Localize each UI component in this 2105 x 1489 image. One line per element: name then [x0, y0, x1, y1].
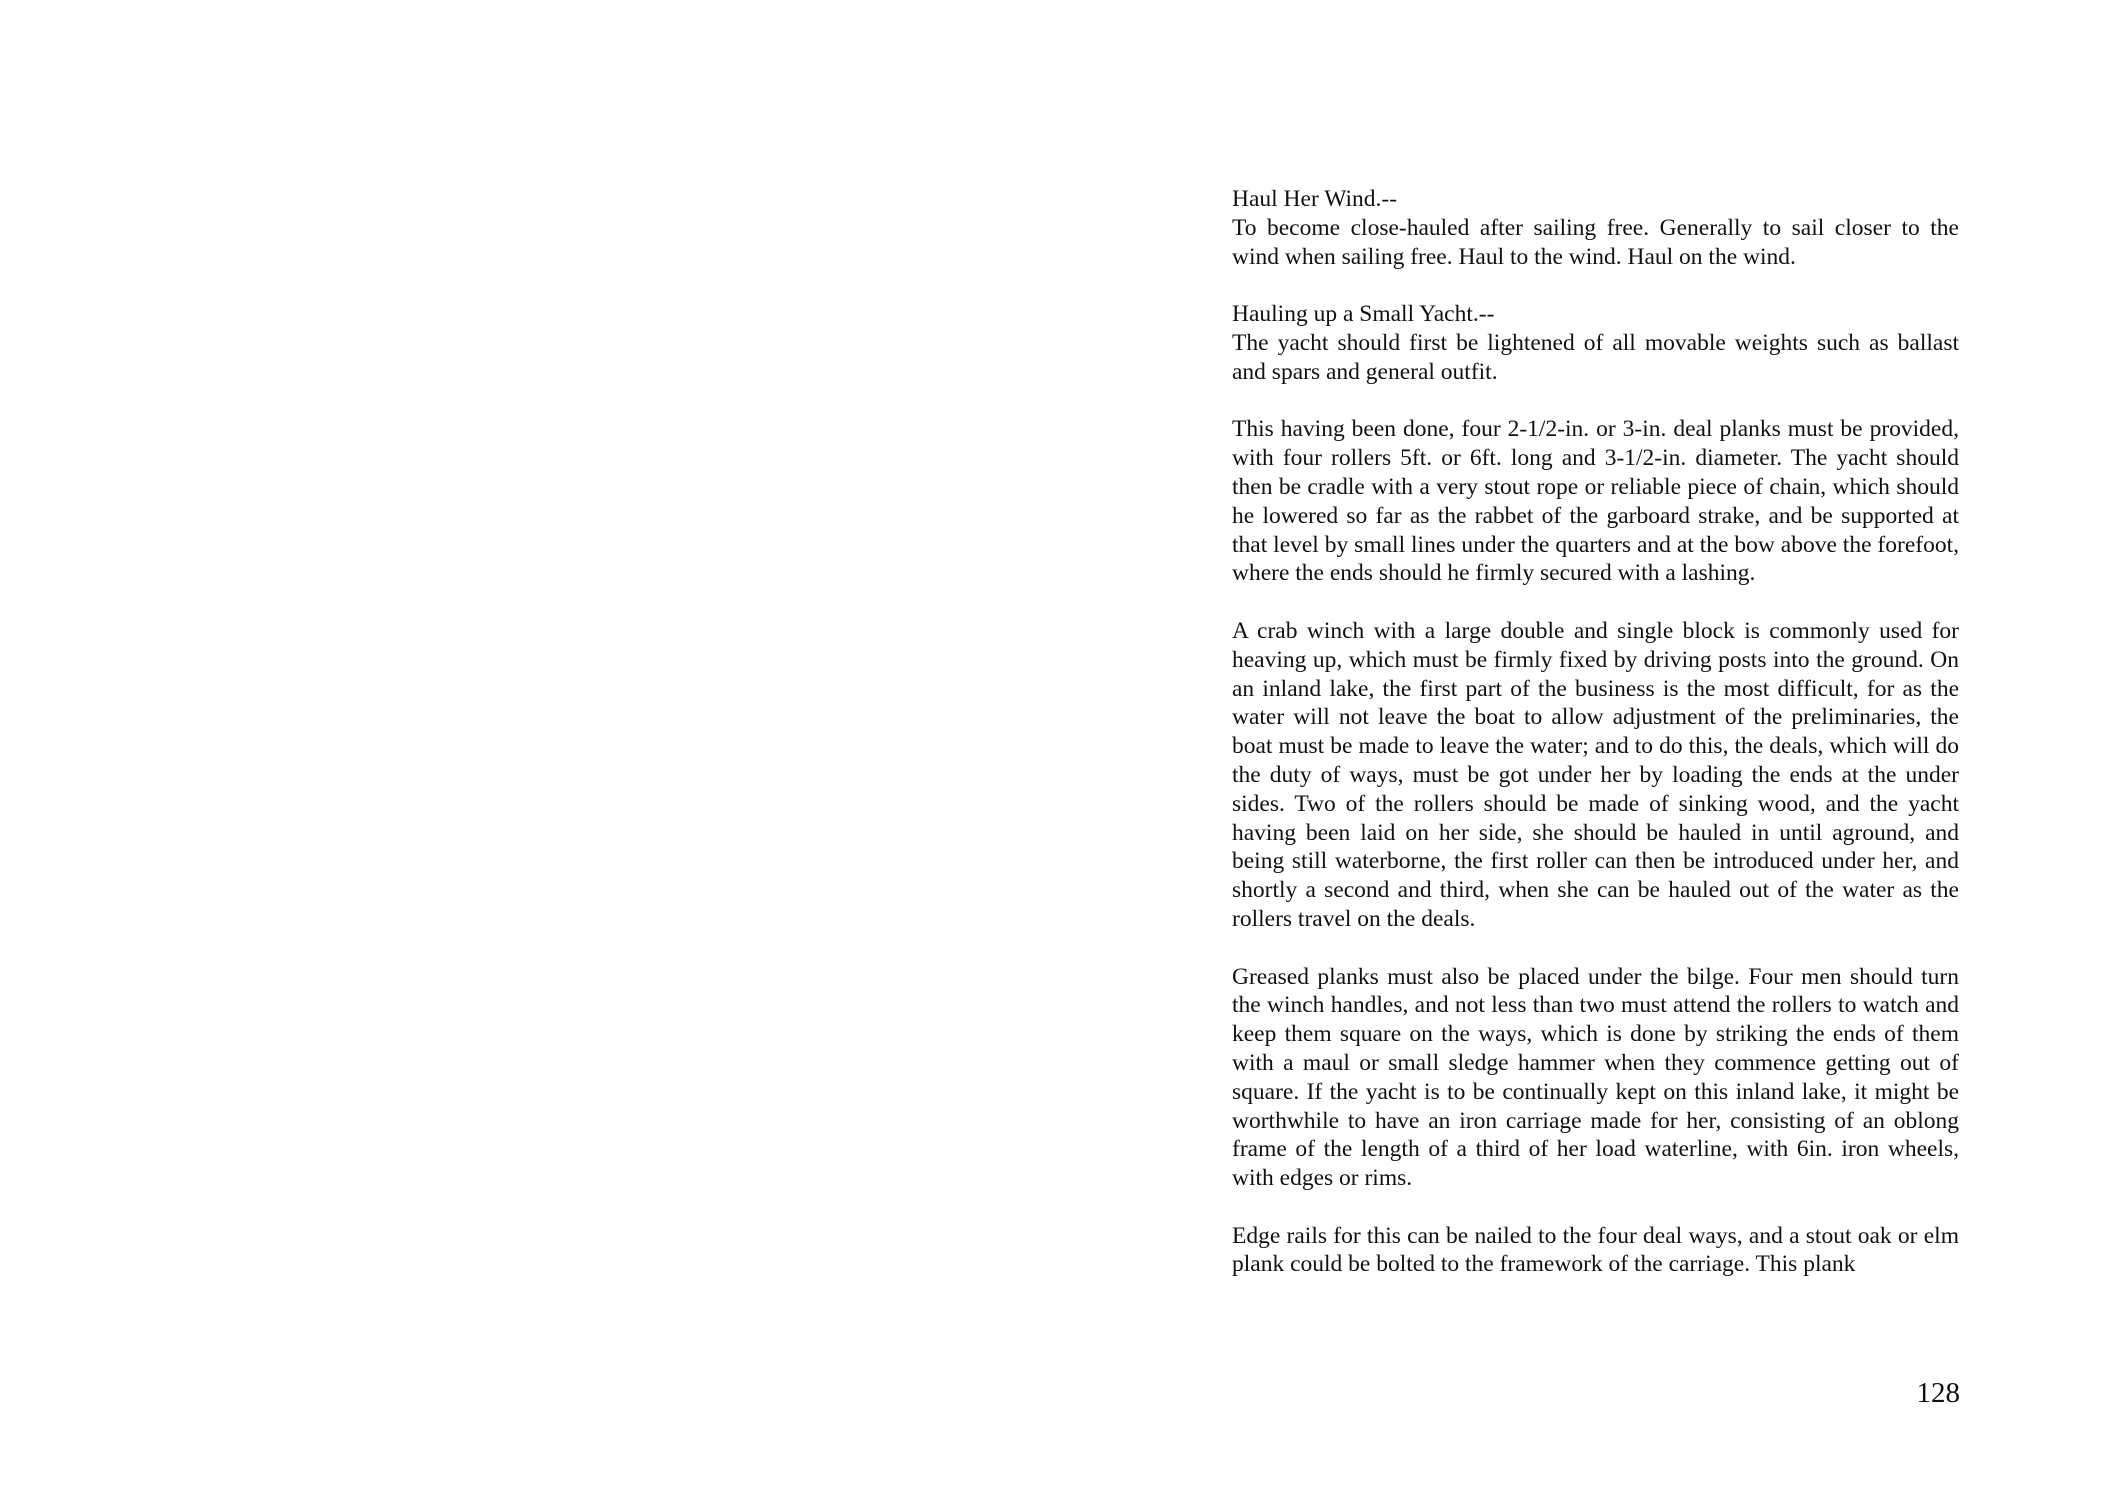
left-page-blank [0, 0, 1052, 1489]
entry-haul-her-wind [1232, 185, 1959, 271]
entry-paragraph: This having been done, four 2-1/2-in. or 3-in. deal planks must be provided, with four rollers 5ft. or 6ft. long and 3-1/2-in. diameter. The yacht should then be cradle with a very stout rope or reliable piece of chain, which should he lowered so far as the rabbet of the garboard strake, and be supported at that level by small lines under the quarters and at the bow above the forefoot, where the ends should he firmly secured with a lashing. [1232, 416, 1959, 587]
entry-paragraph: The yacht should first be lightened of all movable weights such as ballast and spars and general outfit. [1232, 329, 1959, 385]
text-column [1232, 185, 1959, 1308]
entry-paragraph: Edge rails for this can be nailed to the four deal ways, and a stout oak or elm plank could be bolted to the framework of the carriage. This plank [1232, 1222, 1959, 1278]
page-number: 128 [1916, 1377, 1960, 1409]
entry-title: Haul Her Wind.-- [1232, 186, 1398, 212]
entry-hauling-up-small-yacht [1232, 300, 1959, 1279]
entry-title: Hauling up a Small Yacht.-- [1232, 301, 1495, 328]
entry-paragraph: A crab winch with a large double and single block is commonly used for heaving up, which must be firmly fixed by driving posts into the ground. On an inland lake, the first part of the business is the most difficult, for as the water will not leave the boat to allow adjustment of the preliminaries, the boat must be made to leave the water; and to do this, the deals, which will do the duty of ways, must be got under her by loading the ends at the under sides. Two of the rollers should be made of sinking wood, and the yacht having been laid on her side, she should be hauled in until aground, and being still waterborne, the first roller can then be introduced under her, and shortly a second and third, when she can be hauled out of the water as the rollers travel on the deals. [1232, 617, 1959, 932]
entry-paragraph: Greased planks must also be placed under the bilge. Four men should turn the winch handles, and not less than two must attend the rollers to watch and keep them square on the ways, which is done by striking the ends of them with a maul or small sledge hammer when they commence getting out of square. If the yacht is to be continually kept on this inland lake, it might be worthwhile to have an iron carriage made for her, consisting of an oblong frame of the length of a third of her load waterline, with 6in. iron wheels, with edges or rims. [1232, 963, 1959, 1192]
entry-paragraph: To become close-hauled after sailing free. Generally to sail closer to the wind when sailing free. Haul to the wind. Haul on the wind. [1232, 214, 1959, 270]
